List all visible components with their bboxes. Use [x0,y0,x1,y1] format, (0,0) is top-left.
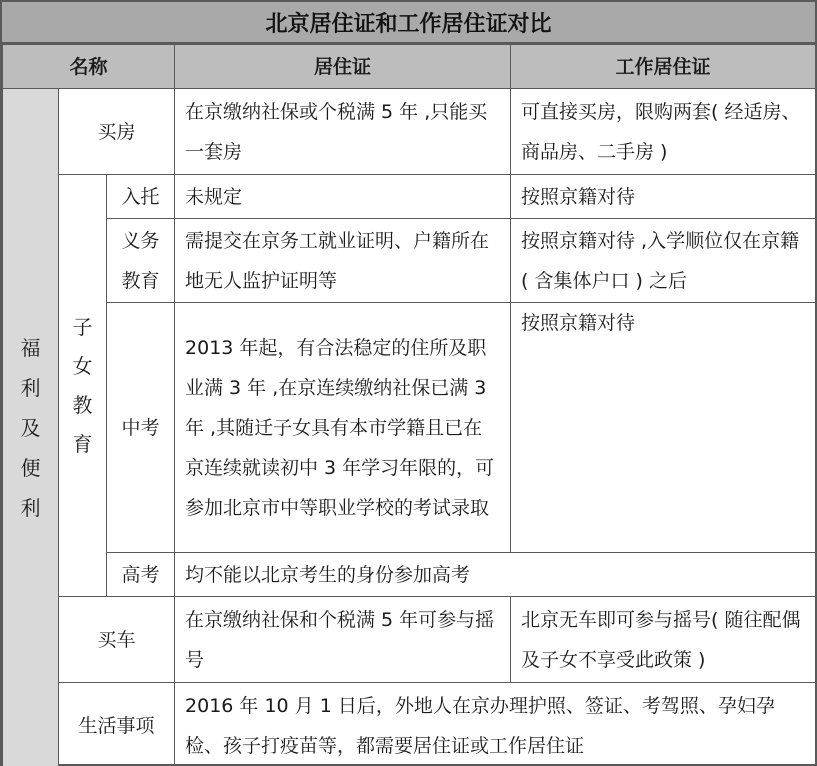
cell-buy-house-col1: 在京缴纳社保或个税满 5 年 ,只能买一套房 [175,89,511,175]
cell-nursery-col2: 按照京籍对待 [511,175,816,219]
cell-high-school-col1: 2013 年起，有合法稳定的住所及职业满 3 年 ,在京连续缴纳社保已满 3 年 ,其随迁子女具有本市学籍且已在京连续就读初中 3 年学习年限的，可参加北京市中等职业学校的考试录取 [175,303,511,553]
table-row [3,219,816,303]
cell-buy-car-col2: 北京无车即可参与摇号( 随往配偶及子女不享受此政策 ) [511,597,816,683]
cell-compulsory-col2: 按照京籍对待 ,入学顺位仅在京籍 ( 含集体户口 ) 之后 [511,219,816,303]
row-label-buy-house: 买房 [59,89,175,175]
table-row [3,553,816,597]
row-label-gaokao: 高考 [107,553,175,597]
table-row [3,303,816,553]
comparison-table [2,44,816,766]
header-col1: 居住证 [175,45,511,89]
cell-high-school-col2: 按照京籍对待 [511,303,816,553]
side-category-text: 福 利 及 便 利 [20,336,41,520]
row-label-nursery: 入托 [107,175,175,219]
cell-gaokao-merged: 均不能以北京考生的身份参加高考 [175,553,816,597]
table-row [3,89,816,175]
group-children-text: 子 女 教 育 [72,314,93,456]
group-children-education [59,175,107,597]
side-category [3,89,59,766]
cell-nursery-col1: 未规定 [175,175,511,219]
row-label-buy-car: 买车 [59,597,175,683]
header-col2: 工作居住证 [511,45,816,89]
table-row [3,597,816,683]
cell-life-merged: 2016 年 10 月 1 日后，外地人在京办理护照、签证、考驾照、孕妇孕检、孩子打疫苗等，都需要居住证或工作居住证 [175,683,816,766]
cell-buy-car-col1: 在京缴纳社保和个税满 5 年可参与摇号 [175,597,511,683]
page-title: 北京居住证和工作居住证对比 [2,2,815,44]
cell-compulsory-col1: 需提交在京务工就业证明、户籍所在地无人监护证明等 [175,219,511,303]
row-label-compulsory: 义务教育 [107,219,175,303]
table-row [3,175,816,219]
table-row [3,683,816,766]
table-header-row [3,45,816,89]
row-label-high-school: 中考 [107,303,175,553]
row-label-life: 生活事项 [59,683,175,766]
cell-buy-house-col2: 可直接买房，限购两套( 经适房、商品房、二手房 ) [511,89,816,175]
header-name: 名称 [3,45,175,89]
